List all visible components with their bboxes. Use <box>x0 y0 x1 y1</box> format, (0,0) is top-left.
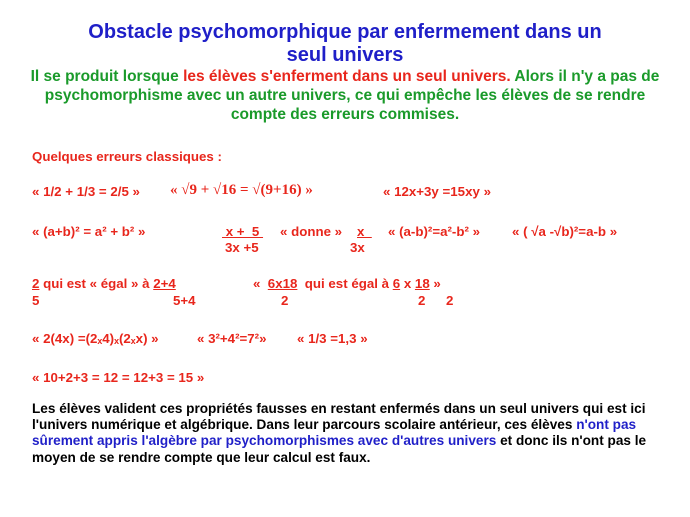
egal-num-2: 2+4 <box>153 276 176 291</box>
simplification-statement <box>253 276 441 291</box>
simplification-num-1: 6x18 <box>267 276 298 291</box>
error-difference-square: « (a-b)²=a²-b² » <box>388 224 480 239</box>
simplification-close: » <box>429 276 441 291</box>
simplification-den-2: 2 <box>418 293 426 308</box>
conclusion-text-2: et donc ils n'ont pas le moyen de se rendre compte que leur calcul est faux. <box>32 433 647 465</box>
error-algebra-sum: « 12x+3y =15xy » <box>383 184 491 199</box>
error-root-difference: « ( √a -√b)²=a-b » <box>512 224 618 239</box>
title-line-2: seul univers <box>286 44 404 66</box>
error-square-roots <box>170 182 313 199</box>
conclusion-text-1: Les élèves valident ces propriétés fausses en restant enfermés dans un seul univers qui est ici l'univers numérique et algébrique. Dans leur parcours scolaire antérieur, ces élèves <box>32 401 646 433</box>
fraction-denominator: 3x +5 <box>225 240 259 255</box>
conclusion-highlight: n'ont pas sûrement appris l'algèbre par psychomorphismes avec d'autres univers <box>32 417 637 449</box>
egal-num-1: 2 <box>32 276 40 291</box>
donne-denominator: 3x <box>350 240 365 255</box>
error-chained-equality: « 10+2+3 = 12 = 12+3 = 15 » <box>32 370 205 385</box>
simplification-num-2: 6 <box>392 276 401 291</box>
egal-den-1: 5 <box>32 293 40 308</box>
donne-numerator: x <box>357 224 372 239</box>
fraction-numerator: x + 5 <box>222 224 264 239</box>
simplification-open: « <box>253 276 268 291</box>
error-fraction-sum: « 1/2 + 1/3 = 2/5 » <box>32 184 140 199</box>
intro-text-2: Alors il n'y a pas de psychomorphisme avec un autre univers, ce qui empêche les élèves de se rendre compte des erreurs commises. <box>44 68 660 123</box>
title-line-1: Obstacle psychomorphique par enfermement dans un <box>88 21 602 43</box>
simplification-text: qui est égal à <box>297 276 393 291</box>
egal-text: qui est « égal » à <box>39 276 154 291</box>
square-roots-text: « √9 + √16 = √(9+16) » <box>170 182 313 198</box>
error-distributivity: « 2(4x) =(2ₓ4)ₓ(2ₓx) » <box>32 331 159 346</box>
intro-highlight: les élèves s'enferment dans un seul univers. <box>183 68 511 85</box>
intro-text-1: Il se produit lorsque <box>30 68 184 85</box>
simplification-num-3: 18 <box>414 276 430 291</box>
egal-den-2: 5+4 <box>173 293 196 308</box>
donne-label: « donne » <box>280 224 343 239</box>
error-binomial-square: « (a+b)² = a² + b² » <box>32 224 146 239</box>
egal-statement <box>32 276 176 291</box>
error-decimal-fraction: « 1/3 =1,3 » <box>297 331 368 346</box>
simplification-den-3: 2 <box>446 293 454 308</box>
simplification-times: x <box>400 276 415 291</box>
slide-title <box>0 21 690 67</box>
error-pythagoras: « 3²+4²=7²» <box>197 331 267 346</box>
errors-heading: Quelques erreurs classiques : <box>32 149 222 164</box>
conclusion-paragraph <box>32 401 660 466</box>
intro-paragraph <box>30 67 660 124</box>
simplification-den-1: 2 <box>281 293 289 308</box>
